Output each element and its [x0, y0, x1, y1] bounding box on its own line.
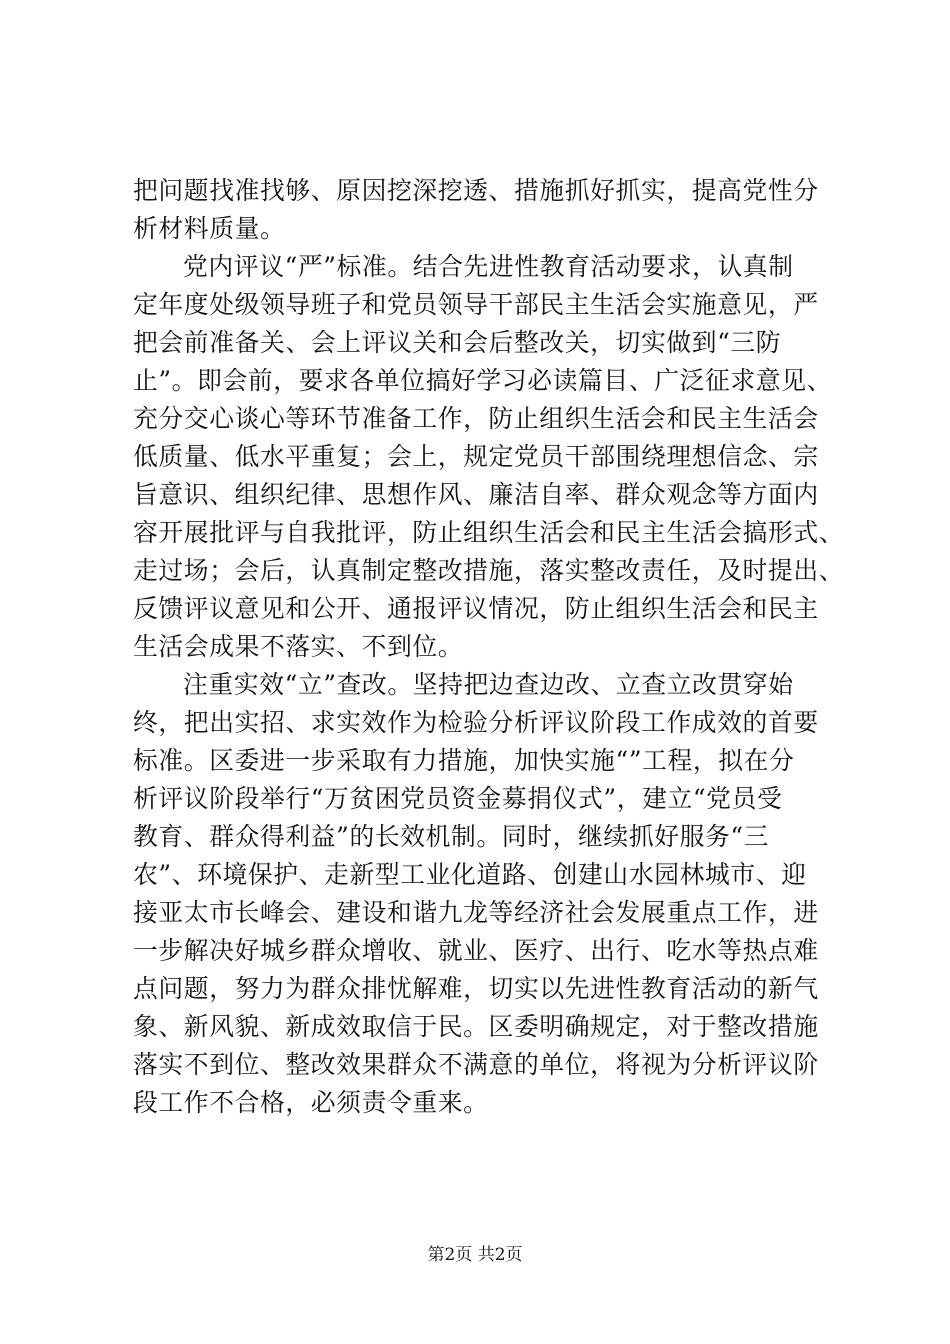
page-number-footer: 第2页 共2页 — [427, 1245, 523, 1265]
text-line: 析材料质量。 — [133, 214, 286, 243]
text-line: 落实不到位、整改效果群众不满意的单位，将视为分析评议阶 — [133, 1050, 819, 1079]
text-line: 把问题找准找够、原因挖深挖透、措施抓好抓实，提高党性分 — [133, 176, 819, 205]
text-line: 旨意识、组织纪律、思想作风、廉洁自率、群众观念等方面内 — [133, 480, 819, 509]
text-line: 一步解决好城乡群众增收、就业、医疗、出行、吃水等热点难 — [133, 936, 819, 965]
text-line: 点问题，努力为群众排忧解难，切实以先进性教育活动的新气 — [133, 974, 819, 1003]
text-line: 止”。即会前，要求各单位搞好学习必读篇目、广泛征求意见、 — [133, 366, 832, 395]
text-line: 象、新风貌、新成效取信于民。区委明确规定，对于整改措施 — [133, 1012, 819, 1041]
paragraph-start-line: 注重实效“立”查改。坚持把边查边改、立查立改贯穿始 — [183, 670, 794, 699]
text-line: 走过场；会后，认真制定整改措施，落实整改责任，及时提出、 — [133, 556, 845, 585]
document-body — [133, 172, 853, 1122]
paragraph-start-line: 党内评议“严”标准。结合先进性教育活动要求，认真制 — [183, 252, 794, 281]
text-line: 农”、环境保护、走新型工业化道路、创建山水园林城市、迎 — [133, 860, 807, 889]
text-line: 生活会成果不落实、不到位。 — [133, 632, 464, 661]
text-line: 标准。区委进一步采取有力措施，加快实施“”工程，拟在分 — [133, 746, 795, 775]
text-line: 教育、群众得利益”的长效机制。同时，继续抓好服务“三 — [133, 822, 770, 851]
text-line: 接亚太市长峰会、建设和谐九龙等经济社会发展重点工作，进 — [133, 898, 819, 927]
text-line: 定年度处级领导班子和党员领导干部民主生活会实施意见，严 — [133, 290, 819, 319]
text-line: 反馈评议意见和公开、通报评议情况，防止组织生活会和民主 — [133, 594, 819, 623]
text-line: 充分交心谈心等环节准备工作，防止组织生活会和民主生活会 — [133, 404, 819, 433]
text-line: 终，把出实招、求实效作为检验分析评议阶段工作成效的首要 — [133, 708, 819, 737]
text-line: 析评议阶段举行“万贫困党员资金募捐仪式”，建立“党员受 — [133, 784, 783, 813]
text-line: 容开展批评与自我批评，防止组织生活会和民主生活会搞形式、 — [133, 518, 845, 547]
text-line: 把会前准备关、会上评议关和会后整改关，切实做到“三防 — [133, 328, 782, 357]
text-line: 段工作不合格，必须责令重来。 — [133, 1088, 489, 1117]
text-line: 低质量、低水平重复；会上，规定党员干部围绕理想信念、宗 — [133, 442, 819, 471]
